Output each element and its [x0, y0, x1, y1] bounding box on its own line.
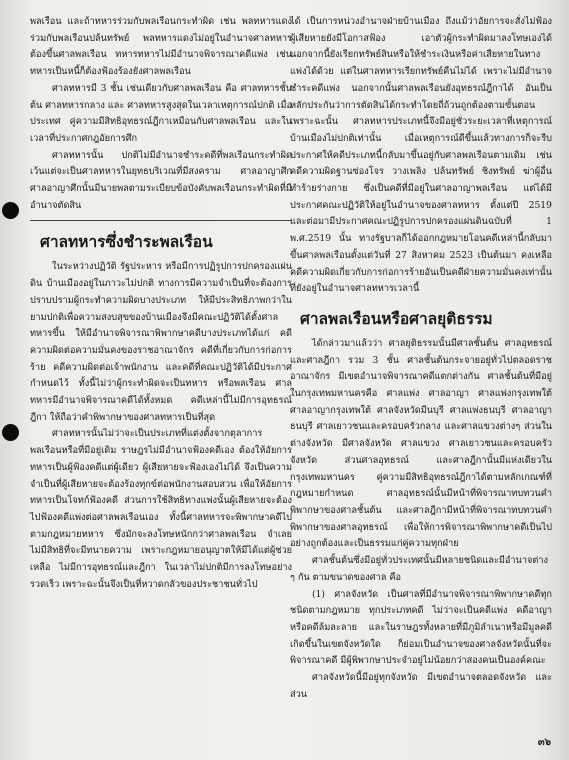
paragraph: ศาลจังหวัดนี้มีอยู่ทุกจังหวัด มีเขตอำนาจตลอดจังหวัด และส่วน	[290, 672, 552, 700]
right-column	[290, 14, 552, 703]
page-number: ๓๖	[537, 737, 551, 748]
left-column	[30, 14, 292, 594]
paragraph: ได้ เป็นการหน่วงอำนาจฝ่ายบ้านเมือง ถึงแม้ว่าอัยการจะสั่งไม่ฟ้อง ผู้เสียหายยังมีโอกาสฟ้อง เอาตัวผู้กระทำผิดมาลงโทษเองได้ นอกจากนี้ยังเรียกทรัพย์สินหรือให้ชำระเงินหรือค่าเสียหายในทางแพ่งได้ด้วย แต่ในศาลทหารเรียกทรัพย์คืนไม่ได้ เพราะไม่มีอำนาจชำระคดีแพ่ง นอกจากนั้นศาลพลเรือนยังอุทธรณ์ฎีกาได้ อันเป็นหลักประกันว่าการตัดสินได้กระทำโดยถี่ถ้วนถูกต้องตามขั้นตอน เพราะฉะนั้น ศาลทหารประเภทนี้จึงมีอยู่ชั่วระยะเวลาที่เหตุการณ์บ้านเมืองไม่ปกติเท่านั้น เมื่อเหตุการณ์ดีขึ้นแล้วทางการก็จะรีบประกาศให้คดีประเภทนี้กลับมาขึ้นอยู่กับศาลพลเรือนตามเดิม เช่น คดีความผิดฐานซ่องโจร วางเพลิง ปล้นทรัพย์ ชิงทรัพย์ ฆ่าผู้อื่น ทำร้ายร่างกาย ซึ่งเป็นคดีที่มีอยู่ในศาลอาญาพลเรือน แต่ได้มีประกาศคณะปฏิวัติให้อยู่ในอำนาจของศาลทหาร ตั้งแต่ปี 2519 และต่อมามีประกาศคณะปฏิรูปการปกครองแผ่นดินฉบับที่ 1 พ.ศ.2519 นั้น ทางรัฐบาลก็ได้ออกกฎหมายโอนคดีเหล่านี้กลับมาขึ้นศาลพลเรือนตั้งแต่วันที่ 27 สิงหาคม 2523 เป็นต้นมา คงเหลือคดีความผิดเกี่ยวกับการก่อการร้ายอันเป็นคดีฝ่ายความมั่นคงเท่านั้นที่ยังอยู่ในอำนาจศาลทหารเวลานี้	[290, 16, 552, 295]
section-heading: ศาลทหารซึ่งชำระพลเรือน	[40, 233, 213, 252]
paragraph: ได้กล่าวมาแล้วว่า ศาลยุติธรรมนั้นมีศาลชั้นต้น ศาลอุทธรณ์ และศาลฎีกา รวม 3 ชั้น ศาลชั้นต้นกระจายอยู่ทั่วไปตลอดราชอาณาจักร มีเขตอำนาจพิจารณาคดีแตกต่างกัน ศาลชั้นต้นที่มีอยู่ในกรุงเทพมหานครคือ ศาลแพ่ง ศาลอาญา ศาลแพ่งกรุงเทพใต้ ศาลอาญากรุงเทพใต้ ศาลจังหวัดมีนบุรี ศาลแพ่งธนบุรี ศาลอาญาธนบุรี ศาลเยาวชนและครอบครัวกลาง และศาลแขวงต่างๆ ส่วนในต่างจังหวัด มีศาลจังหวัด ศาลแขวง ศาลเยาวชนและครอบครัวจังหวัด ส่วนศาลอุทธรณ์ และศาลฎีกานั้นมีแห่งเดียวในกรุงเทพมหานคร คู่ความมีสิทธิอุทธรณ์ฎีกาได้ตามหลักเกณฑ์ที่กฎหมายกำหนด ศาลอุทธรณ์นั้นมีหน้าที่พิจารณาทบทวนคำพิพากษาของศาลชั้นต้น และศาลฎีกามีหน้าที่พิจารณาทบทวนคำพิพากษาของศาลอุทธรณ์ เพื่อให้การพิจารณาพิพากษาคดีเป็นไปอย่างถูกต้องและเป็นธรรมแก่คู่ความทุกฝ่าย	[290, 337, 552, 550]
paragraph: ศาลทหารนั้น ปกติไม่มีอำนาจชำระคดีที่พลเรือนกระทำผิด เว้นแต่จะเป็นศาลทหารในยุทธบริเวณที่มีสงคราม ศาลอาญาศึก ศาลอาญาศึกนั้นมีนายพลตามระเบียบข้อบังคับพลเรือนกระทำผิดที่มีอำนาจตัดสิน	[30, 149, 292, 211]
binder-hole-icon	[2, 202, 19, 219]
section-divider	[30, 220, 292, 221]
paragraph: ศาลชั้นต้นซึ่งมีอยู่ทั่วประเทศนั้นมีหลายชนิดและมีอำนาจต่าง ๆ กัน ตามขนาดของศาล คือ	[290, 555, 548, 583]
paragraph: ศาลทหารนั้นไม่ว่าจะเป็นประเภทที่แต่งตั้งจากตุลาการพลเรือนหรือที่มีอยู่เดิม ราษฎรไม่มีอำนาจฟ้องคดีเอง ต้องให้อัยการทหารเป็นผู้ฟ้องคดีแต่ผู้เดียว ผู้เสียหายจะฟ้องเองไม่ได้ จึงเป็นความจำเป็นที่ผู้เสียหายจะต้องร้องทุกข์ต่อพนักงานสอบสวน เพื่อให้อัยการทหารเป็นโจทก์ฟ้องคดี ส่วนการใช้สิทธิทางแพ่งนั้นผู้เสียหายจะต้องไปฟ้องคดีแพ่งต่อศาลพลเรือนเอง ทั้งนี้ศาลทหารจะพิพากษาคดีไปตามกฎหมายทหาร ซึ่งมักจะลงโทษหนักกว่าศาลพลเรือน จำเลยไม่มีสิทธิที่จะมีทนายความ เพราะกฎหมายอนุญาตให้มีได้แต่ผู้ช่วยเหลือ ไม่มีการอุทธรณ์และฎีกา ในเวลาไม่ปกติมีการลงโทษอย่างรวดเร็ว เพราะฉะนั้นจึงเป็นที่หวาดกลัวของประชาชนทั่วไป	[30, 428, 292, 590]
paragraph: พลเรือน และถ้าทหารร่วมกับพลเรือนกระทำผิด เช่น พลทหารแดง ร่วมกับพลเรือนปล้นทรัพย์ พลทหารแดงไม่อยู่ในอำนาจศาลทหาร ต้องขึ้นศาลพลเรือน ทหารทหารไม่มีอำนาจพิจารณาคดีแพ่ง เช่นทหารเป็นหนี้ก็ต้องฟ้องร้องยังศาลพลเรือน	[30, 16, 292, 78]
paragraph: ศาลทหารมี 3 ชั้น เช่นเดียวกับศาลพลเรือน คือ ศาลทหารชั้นต้น ศาลทหารกลาง และ ศาลทหารสูงสุดในเวลาเหตุการณ์ปกติ เมื่อประเทศ คู่ความมีสิทธิอุทธรณ์ฎีกาเหมือนกับศาลพลเรือน และในเวลาที่ประกาศกฎอัยการศึก	[30, 82, 292, 144]
section-heading: ศาลพลเรือนหรือศาลยุติธรรม	[300, 309, 493, 328]
binder-hole-icon	[2, 424, 19, 441]
paragraph: (1) ศาลจังหวัด เป็นศาลที่มีอำนาจพิจารณาพิพากษาคดีทุกชนิดตามกฎหมาย ทุกประเภทคดี ไม่ว่าจะเป็นคดีแพ่ง คดีอาญา หรือคดีล้มละลาย และในราษฎรทั้งหลายที่มีภูมิลำเนาหรือมีมูลคดีเกิดขึ้นในเขตจังหวัดใด ก็ย่อมเป็นอำนาจของศาลจังหวัดนั้นที่จะพิจารณาคดี มีผู้พิพากษาประจำอยู่ไม่น้อยกว่าสองคนเป็นองค์คณะ	[290, 588, 552, 667]
paragraph: ในระหว่างปฏิวัติ รัฐประหาร หรือมีการปฏิรูปการปกครองแผ่นดิน บ้านเมืองอยู่ในภาวะไม่ปกติ ทางการมีความจำเป็นที่จะต้องการปราบปรามผู้กระทำความผิดบางประเภท ให้มีประสิทธิภาพกว่าในยามปกติเพื่อความสงบสุขของบ้านเมืองจึงมีคณะปฏิวัติได้ตั้งศาลทหารขึ้น ให้มีอำนาจพิจารณาพิพากษาคดีบางประเภทได้แก่ คดีความผิดต่อความมั่นคงของราชอาณาจักร คดีที่เกี่ยวกับการก่อการร้าย คดีความผิดต่อเจ้าพนักงาน และคดีที่คณะปฏิวัติได้มีประกาศกำหนดไว้ ทั้งนี้ไม่ว่าผู้กระทำผิดจะเป็นทหาร หรือพลเรือน ศาลทหารมีอำนาจพิจารณาคดีได้ทั้งหมด คดีเหล่านี้ไม่มีการอุทธรณ์ฎีกา ให้ถือว่าคำพิพากษาของศาลทหารเป็นที่สุด	[30, 261, 292, 423]
